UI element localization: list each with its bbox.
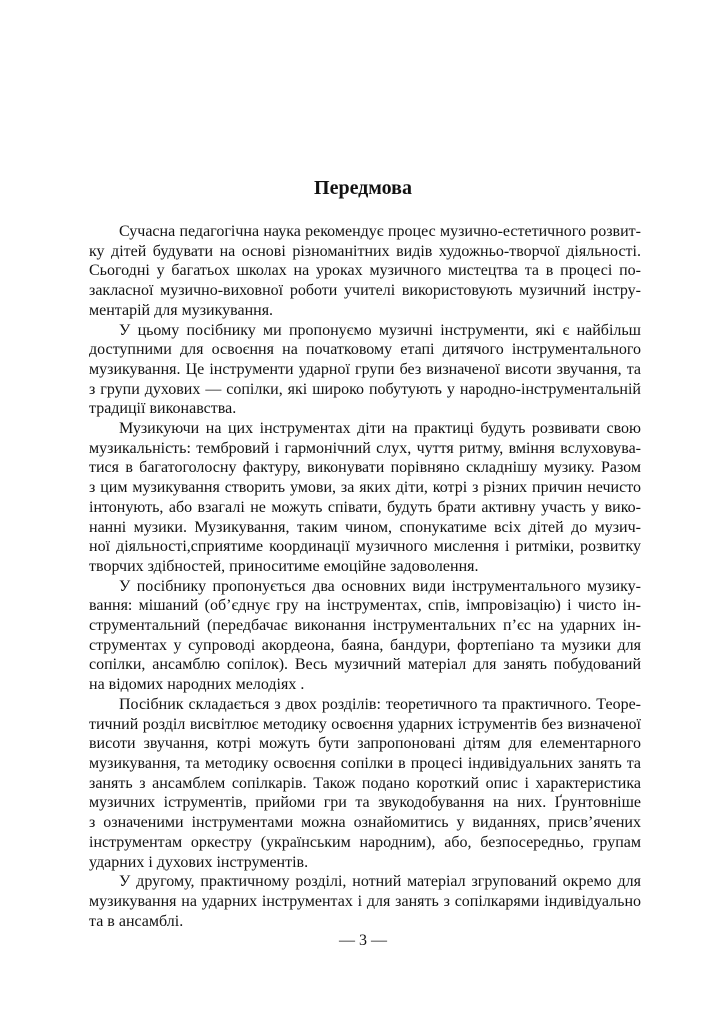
text-line: музикування, та методику освоєння сопілки в процесі індивідуальних занять та: [89, 754, 641, 772]
text-line: з означеними інструментами можна ознайомитись у виданнях, присв’ячених: [89, 814, 641, 832]
text-line: з цим музикування створить умови, за яких діти, котрі з різних причин нечисто: [89, 479, 641, 497]
paragraph-3: [89, 419, 641, 577]
text-line: ної діяльності,сприятиме координації музичного мислення і ритміки, розвитку: [89, 538, 641, 556]
text-line: музикування на ударних інструментах і для занять з сопілкарями індивідуально: [89, 892, 641, 910]
text-line: тися в багатоголосну фактуру, виконувати порівняно складнішу музику. Разом: [89, 459, 641, 477]
text-line: Сучасна педагогічна наука рекомендує процес музично-естетичного розвит-: [119, 223, 641, 240]
text-line: нанні музики. Музикування, таким чином, спонукатиме всіх дітей до музич-: [89, 518, 641, 536]
text-line: на відомих народних мелодіях .: [89, 676, 305, 694]
text-line: традиції виконавства.: [89, 400, 237, 418]
page-number: — 3 —: [339, 932, 387, 949]
text-line: музичних іструментів, прийоми гри та звукодобування на них. Ґрунтовніше: [89, 794, 641, 812]
text-line: доступними для освоєння на початковому етапі дитячого інструментального: [89, 341, 641, 359]
text-line: У другому, практичному розділі, нотний матеріал згрупований окремо для: [119, 873, 641, 891]
text-line: ударних і духових інструментів.: [89, 853, 309, 871]
text-line: ментарій для музикування.: [89, 301, 274, 319]
body-text: [89, 222, 641, 931]
text-line: ку дітей будувати на основі різноманітних видів художньо-творчої діяльності.: [89, 242, 641, 260]
text-line: музикальність: тембровий і гармонічний слух, чуття ритму, вміння вслуховува-: [89, 439, 641, 457]
text-line: сопілки, ансамблю сопілок). Весь музичний матеріал для занять побудований: [89, 656, 641, 674]
text-line: музикування. Це інструменти ударної групи без визначеної висоти звучання, та: [89, 360, 641, 378]
text-line: інструментам оркестру (українським народним), або, безпосередньо, групам: [89, 833, 641, 851]
text-line: та в ансамблі.: [89, 912, 184, 930]
text-line: струментальний (передбачає виконання інструментальних п’єс на ударних ін-: [89, 617, 641, 635]
text-line: тичний розділ висвітлює методику освоєння ударних іструментів без визначеної: [89, 715, 641, 733]
page-title: Передмова: [314, 177, 412, 199]
text-line: Музикуючи на цих інструментах діти на практиці будуть розвивати свою: [119, 420, 641, 438]
text-line: творчих здібностей, приноситиме емоційне задоволення.: [89, 557, 479, 575]
paragraph-1: [89, 222, 641, 321]
text-line: висоти звучання, котрі можуть бути запропоновані дітям для елементарного: [89, 735, 641, 753]
text-line: струментах у супроводі акордеона, баяна, бандури, фортепіано та музики для: [89, 636, 641, 654]
paragraph-4: [89, 577, 641, 695]
text-line: з групи духових — сопілки, які широко побутують у народно-інструментальній: [89, 380, 641, 398]
text-line: У посібнику пропонується два основних види інструментального музику-: [119, 577, 641, 595]
paragraph-6: [89, 872, 641, 931]
paragraph-5: [89, 695, 641, 872]
text-line: закласної музично-виховної роботи учителі використовують музичний інстру-: [89, 282, 641, 300]
text-line: Сьогодні у багатьох школах на уроках музичного мистецтва та в процесі по-: [89, 262, 641, 280]
text-line: вання: мішаний (об’єднує гру на інструментах, спів, імпровізацію) і чисто ін-: [89, 597, 641, 615]
text-line: занять з ансамблем сопілкарів. Також подано короткий опис і характеристика: [89, 774, 641, 792]
text-line: інтонують, або взагалі не можуть співати, будуть брати активну участь у вико-: [89, 498, 641, 516]
text-line: У цьому посібнику ми пропонуємо музичні інструменти, які є найбільш: [119, 321, 641, 339]
paragraph-2: [89, 321, 641, 420]
text-line: Посібник складається з двох розділів: теоретичного та практичного. Теоре-: [119, 695, 641, 713]
